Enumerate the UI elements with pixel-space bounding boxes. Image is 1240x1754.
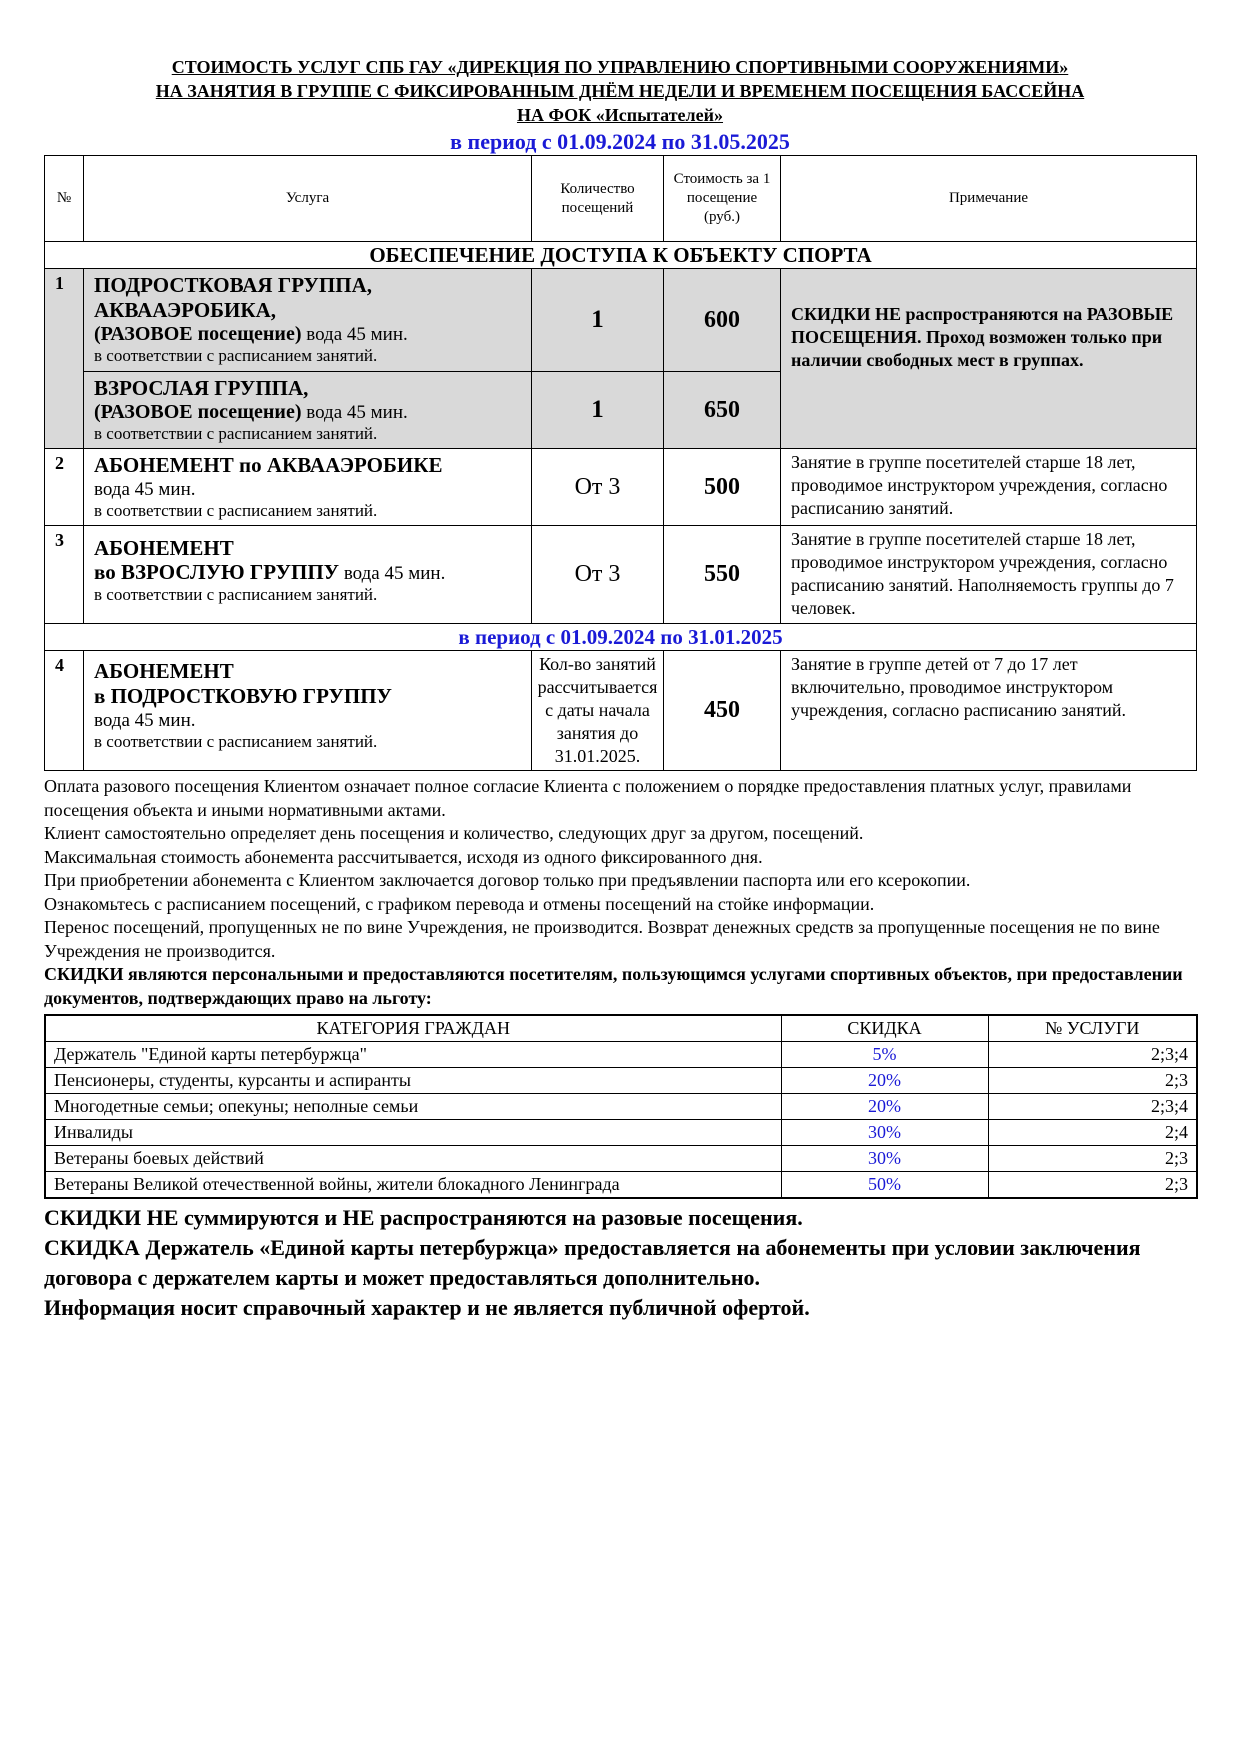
table-row [45,1068,1197,1094]
col-service: Услуга [84,156,532,242]
visit-price: 650 [664,372,781,449]
discount-cell: 20% [781,1094,988,1120]
rule-paragraph: Клиент самостоятельно определяет день посещения и количество, следующих друг за другом, посещений. [44,823,864,843]
table-row [45,651,1197,771]
service-cell [84,372,532,449]
service-title: АБОНЕМЕНТ по АКВААЭРОБИКЕ [94,453,443,477]
service-schedule: в соответствии с расписанием занятий. [94,424,378,443]
service-duration: вода 45 мин. [301,324,408,345]
discount-table [44,1014,1198,1199]
note-cell: Занятие в группе посетителей старше 18 лет, проводимое инструктором учреждения, согласно расписанию занятий. Наполняемость группы до 7 человек. [781,526,1197,624]
col-num: № [45,156,84,242]
service-duration: вода 45 мин. [339,563,446,584]
row-number: 2 [45,449,84,526]
service-duration: вода 45 мин. [301,402,408,423]
service-duration: вода 45 мин. [94,479,196,500]
note-cell: Занятие в группе посетителей старше 18 лет, проводимое инструктором учреждения, согласно расписанию занятий. [781,449,1197,526]
discount-intro: СКИДКИ являются персональными и предоставляются посетителям, пользующимся услугами спортивных объектов, при предоставлении документов, подтверждающих право на льготу: [44,964,1183,1008]
service-cell [84,526,532,624]
category-cell: Многодетные семьи; опекуны; неполные семьи [45,1094,781,1120]
footer-line: Информация носит справочный характер и не является публичной офертой. [44,1295,810,1320]
service-cell [84,449,532,526]
discount-cell: 30% [781,1120,988,1146]
table-row [45,269,1197,372]
services-cell: 2;3 [988,1146,1197,1172]
rule-paragraph: Перенос посещений, пропущенных не по вине Учреждения, не производится. Возврат денежных средств за пропущенные посещения не по вине Учреждения не производится. [44,917,1160,961]
title-line-1: СТОИМОСТЬ УСЛУГ СПБ ГАУ «ДИРЕКЦИЯ ПО УПРАВЛЕНИЮ СПОРТИВНЫМИ СООРУЖЕНИЯМИ» [171,57,1069,77]
footer-notes [44,1203,1196,1323]
note-cell: СКИДКИ НЕ распространяются на РАЗОВЫЕ ПОСЕЩЕНИЯ. Проход возможен только при наличии свободных мест в группах. [781,269,1197,449]
service-title: в ПОДРОСТКОВУЮ ГРУППУ [94,684,392,708]
row-number: 4 [45,651,84,771]
service-title: АКВААЭРОБИКА, [94,298,277,322]
footer-line: СКИДКА Держатель «Единой карты петербуржца» предоставляется на абонементы при условии заключения договора с держателем карты и может предоставляться дополнительно. [44,1235,1141,1290]
col-category: КАТЕГОРИЯ ГРАЖДАН [45,1015,781,1042]
service-schedule: в соответствии с расписанием занятий. [94,501,378,520]
price-table-header [45,156,1197,242]
table-row [45,1120,1197,1146]
visit-price: 600 [664,269,781,372]
visit-count: От 3 [532,526,664,624]
visit-count: Кол-во занятий рассчитывается с даты начала занятия до 31.01.2025. [532,651,664,771]
table-row [45,1042,1197,1068]
service-duration: вода 45 мин. [94,710,196,731]
service-title: АБОНЕМЕНТ [94,659,234,683]
col-services: № УСЛУГИ [988,1015,1197,1042]
visit-count: От 3 [532,449,664,526]
rule-paragraph: Ознакомьтесь с расписанием посещений, с графиком перевода и отмены посещений на стойке информации. [44,893,875,914]
discount-cell: 5% [781,1042,988,1068]
service-schedule: в соответствии с расписанием занятий. [94,585,378,604]
service-schedule: в соответствии с расписанием занятий. [94,346,378,365]
note-cell: Занятие в группе детей от 7 до 17 лет включительно, проводимое инструктором учреждения, согласно расписанию занятий. [781,651,1197,771]
service-title: (РАЗОВОЕ посещение) [94,401,302,423]
col-price: Стоимость за 1 посещение (руб.) [664,156,781,242]
discount-table-header [45,1015,1197,1042]
category-cell: Держатель "Единой карты петербуржца" [45,1042,781,1068]
period-secondary: в период с 01.09.2024 по 31.01.2025 [45,624,1197,651]
discount-cell: 20% [781,1068,988,1094]
rule-paragraph: Максимальная стоимость абонемента рассчитывается, исходя из одного фиксированного дня. [44,846,763,867]
rule-paragraph: Оплата разового посещения Клиентом означает полное согласие Клиента с положением о порядке предоставления платных услуг, правилами посещения объекта и иными нормативными актами. [44,776,1132,820]
rules-text [44,775,1196,1010]
table-row [45,1172,1197,1199]
footer-line: СКИДКИ НЕ суммируются и НЕ распространяются на разовые посещения. [44,1205,803,1230]
price-table [44,155,1197,771]
row-number: 1 [45,269,84,449]
category-cell: Ветераны Великой отечественной войны, жители блокадного Ленинграда [45,1172,781,1199]
discount-cell: 30% [781,1146,988,1172]
service-title: АБОНЕМЕНТ [94,536,234,560]
table-row [45,526,1197,624]
table-row [45,1146,1197,1172]
service-cell [84,269,532,372]
service-title: ВЗРОСЛАЯ ГРУППА, [94,376,309,400]
section-title: ОБЕСПЕЧЕНИЕ ДОСТУПА К ОБЪЕКТУ СПОРТА [45,242,1197,269]
category-cell: Пенсионеры, студенты, курсанты и аспиранты [45,1068,781,1094]
rule-paragraph: При приобретении абонемента с Клиентом заключается договор только при предъявлении паспорта или его ксерокопии. [44,870,971,890]
service-title: ПОДРОСТКОВАЯ ГРУППА, [94,273,373,297]
row-number: 3 [45,526,84,624]
col-note: Примечание [781,156,1197,242]
table-row [45,449,1197,526]
service-cell [84,651,532,771]
visit-price: 450 [664,651,781,771]
discount-cell: 50% [781,1172,988,1199]
title-line-3: НА ФОК «Испытателей» [516,105,724,125]
services-cell: 2;4 [988,1120,1197,1146]
col-discount: СКИДКА [781,1015,988,1042]
visit-price: 500 [664,449,781,526]
services-cell: 2;3 [988,1068,1197,1094]
category-cell: Ветераны боевых действий [45,1146,781,1172]
visit-price: 550 [664,526,781,624]
title-line-2: НА ЗАНЯТИЯ В ГРУППЕ С ФИКСИРОВАННЫМ ДНЁМ НЕДЕЛИ И ВРЕМЕНЕМ ПОСЕЩЕНИЯ БАССЕЙНА [155,81,1085,101]
period-main: в период с 01.09.2024 по 31.05.2025 [450,129,790,154]
category-cell: Инвалиды [45,1120,781,1146]
service-title: (РАЗОВОЕ посещение) [94,323,302,345]
table-row [45,1094,1197,1120]
services-cell: 2;3;4 [988,1094,1197,1120]
col-count: Количество посещений [532,156,664,242]
service-schedule: в соответствии с расписанием занятий. [94,732,378,751]
services-cell: 2;3 [988,1172,1197,1199]
services-cell: 2;3;4 [988,1042,1197,1068]
service-title: во ВЗРОСЛУЮ ГРУППУ [94,560,340,584]
document-page [44,55,1196,1323]
visit-count: 1 [532,269,664,372]
visit-count: 1 [532,372,664,449]
